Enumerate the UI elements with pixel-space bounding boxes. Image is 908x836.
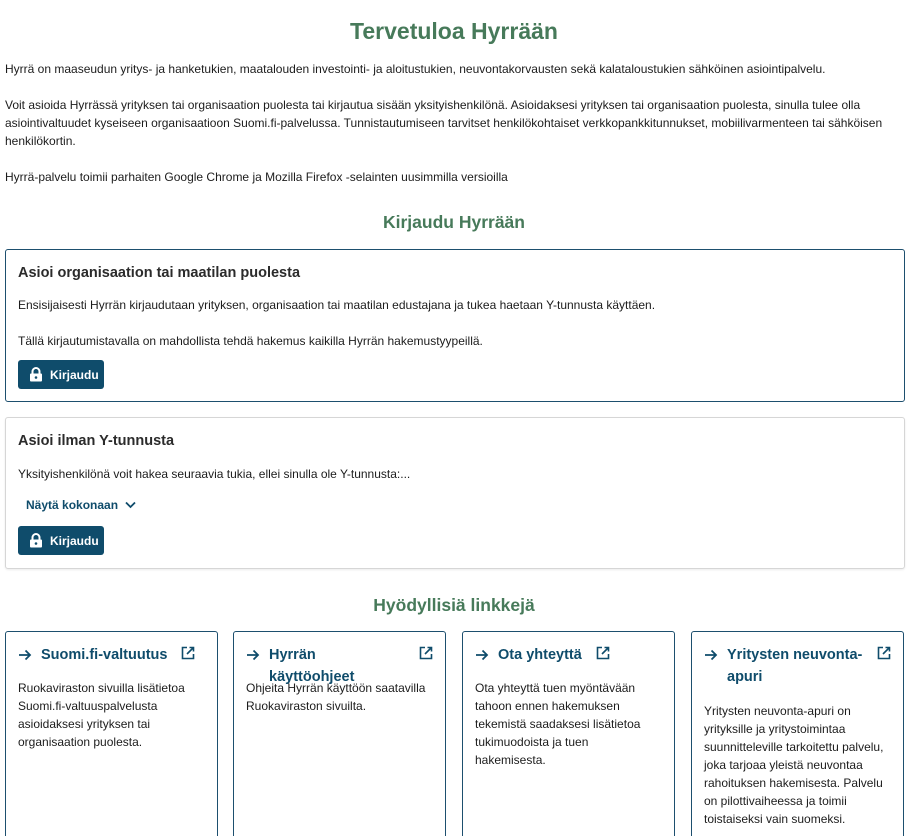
- link-desc-advisor: Yritysten neuvonta-apuri on yrityksille ja yritystoimintaa suunnitteleville tarkoitettu palvelu, joka tarjoaa yleistä neuvontaa rahoituksen hakemisesta. Palvelu on pilottivaiheessa ja toimii toistaiseksi vain suomeksi.: [704, 704, 884, 826]
- show-more-link[interactable]: [26, 498, 136, 512]
- organisation-login-button[interactable]: [18, 360, 104, 389]
- intro-paragraph-2: Voit asioida Hyrrässä yrityksen tai organisaation puolesta tai kirjautua sisään yksityishenkilönä. Asioidaksesi yrityksen tai organisaation puolesta, sinulla tulee olla asiointivaltuudet kyseiseen organisaatioon Suomi.fi-palvelussa. Tunnistautumiseen tarvitset henkilökohtaiset verkkopankkitunnukset, mobiilivarmenteen tai sähköisen henkilökortin.: [5, 98, 883, 148]
- organisation-card-title: Asioi organisaation tai maatilan puolesta: [18, 265, 301, 281]
- link-card-instructions[interactable]: [233, 631, 446, 836]
- arrow-right-icon: [475, 648, 489, 662]
- link-card-header: [18, 644, 205, 666]
- links-heading: Hyödyllisiä linkkejä: [373, 595, 535, 615]
- link-card-suomifi[interactable]: [5, 631, 218, 836]
- link-label-contact[interactable]: Ota yhteyttä: [498, 647, 582, 663]
- organisation-card-text-2: Tällä kirjautumistavalla on mahdollista tehdä hakemus kaikilla Hyrrän hakemustyypeillä.: [18, 334, 483, 348]
- link-label-advisor[interactable]: Yritysten neuvonta-apuri: [727, 647, 863, 685]
- arrow-right-icon: [18, 648, 32, 662]
- private-card-title: Asioi ilman Y-tunnusta: [18, 433, 175, 449]
- private-login-button-label: Kirjaudu: [50, 533, 99, 548]
- link-card-advisor[interactable]: [691, 631, 904, 836]
- link-card-header: [475, 644, 662, 666]
- link-card-contact[interactable]: [462, 631, 675, 836]
- lock-icon: [29, 533, 43, 548]
- link-desc-instructions: Ohjeita Hyrrän käyttöön saatavilla Ruokaviraston sivuilta.: [246, 681, 426, 713]
- external-link-icon: [181, 646, 195, 660]
- private-login-button[interactable]: [18, 526, 104, 555]
- external-link-icon: [596, 646, 610, 660]
- external-link-icon: [877, 646, 891, 660]
- intro-paragraph-1: Hyrrä on maaseudun yritys- ja hanketukien, maatalouden investointi- ja aloitustukien, neuvontakorvausten sekä kalataloustukien sähköinen asiointipalvelu.: [5, 62, 826, 76]
- page-title: Tervetuloa Hyrrään: [350, 18, 558, 44]
- link-desc-contact: Ota yhteyttä tuen myöntävään tahoon ennen hakemuksen tekemistä saadaksesi lisätietoa tukimuodoista ja tuen hakemisesta.: [475, 681, 641, 767]
- organisation-login-button-label: Kirjaudu: [50, 367, 99, 382]
- external-link-icon: [419, 646, 433, 660]
- show-more-label: Näytä kokonaan: [26, 498, 119, 512]
- login-heading: Kirjaudu Hyrrään: [383, 212, 525, 232]
- arrow-right-icon: [246, 648, 260, 662]
- organisation-login-card: [5, 249, 905, 402]
- arrow-right-icon: [704, 648, 718, 662]
- link-desc-suomifi: Ruokaviraston sivuilla lisätietoa Suomi.fi-valtuuspalvelusta asioidaksesi yrityksen tai organisaation puolesta.: [18, 681, 185, 749]
- link-label-suomifi[interactable]: Suomi.fi-valtuutus: [41, 647, 168, 663]
- link-label-instructions[interactable]: Hyrrän käyttöohjeet: [269, 647, 355, 685]
- private-card-text: Yksityishenkilönä voit hakea seuraavia tukia, ellei sinulla ole Y-tunnusta:...: [18, 467, 411, 481]
- private-login-card: [5, 417, 905, 569]
- link-card-header: [704, 644, 891, 688]
- organisation-card-text-1: Ensisijaisesti Hyrrän kirjaudutaan yrityksen, organisaation tai maatilan edustajana ja tukea haetaan Y-tunnusta käyttäen.: [18, 298, 656, 312]
- chevron-down-icon: [125, 501, 136, 509]
- lock-icon: [29, 367, 43, 382]
- intro-paragraph-3: Hyrrä-palvelu toimii parhaiten Google Chrome ja Mozilla Firefox -selainten uusimmilla versioilla: [5, 170, 508, 184]
